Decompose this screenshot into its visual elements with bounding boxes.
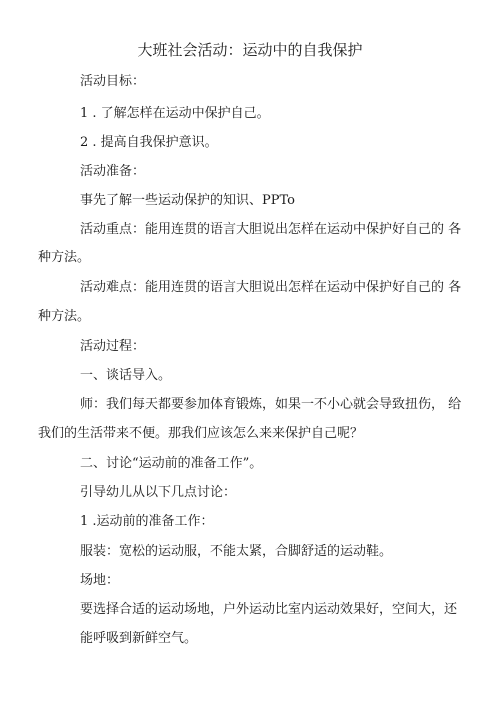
teacher-speech-line-1: 师：我们每天都要参加体育锻炼，如果一不小心就会导致扭伤， 给 — [80, 397, 462, 412]
section-heading-preparation: 活动准备： — [80, 164, 146, 179]
document-title: 大班社会活动：运动中的自我保护 — [137, 41, 363, 59]
venue-heading: 场地： — [80, 573, 120, 588]
goal-item-1: 1 . 了解怎样在运动中保护自己。 — [80, 106, 270, 121]
teacher-speech-line-2: 我们的生活带来不便。那我们应该怎么来来保护自己呢？ — [38, 426, 364, 441]
venue-text-line-2: 能呼吸到新鲜空气。 — [80, 631, 198, 646]
discussion-item-1: 1 .运动前的准备工作： — [80, 514, 214, 529]
discussion-intro: 引导幼儿从以下几点讨论： — [80, 485, 237, 500]
step-heading-2: 二、讨论“运动前的准备工作”。 — [80, 456, 263, 471]
preparation-text: 事先了解一些运动保护的知识、PPTo — [80, 193, 295, 208]
key-points-line-1: 活动重点：能用连贯的语言大胆说出怎样在运动中保护好自己的 各 — [80, 222, 462, 237]
goal-item-2: 2 . 提高自我保护意识。 — [80, 135, 218, 150]
section-heading-process: 活动过程： — [80, 339, 146, 354]
difficult-points-line-1: 活动难点：能用连贯的语言大胆说出怎样在运动中保护好自己的 各 — [80, 280, 462, 295]
step-heading-1: 一、谈话导入。 — [80, 368, 172, 383]
section-heading-goals: 活动目标： — [80, 74, 146, 89]
venue-text-line-1: 要选择合适的运动场地，户外运动比室内运动效果好，空间大，还 — [80, 602, 458, 617]
difficult-points-line-2: 种方法。 — [38, 309, 91, 324]
key-points-line-2: 种方法。 — [38, 250, 91, 265]
clothing-text: 服装：宽松的运动服，不能太紧，合脚舒适的运动鞋。 — [80, 544, 393, 559]
